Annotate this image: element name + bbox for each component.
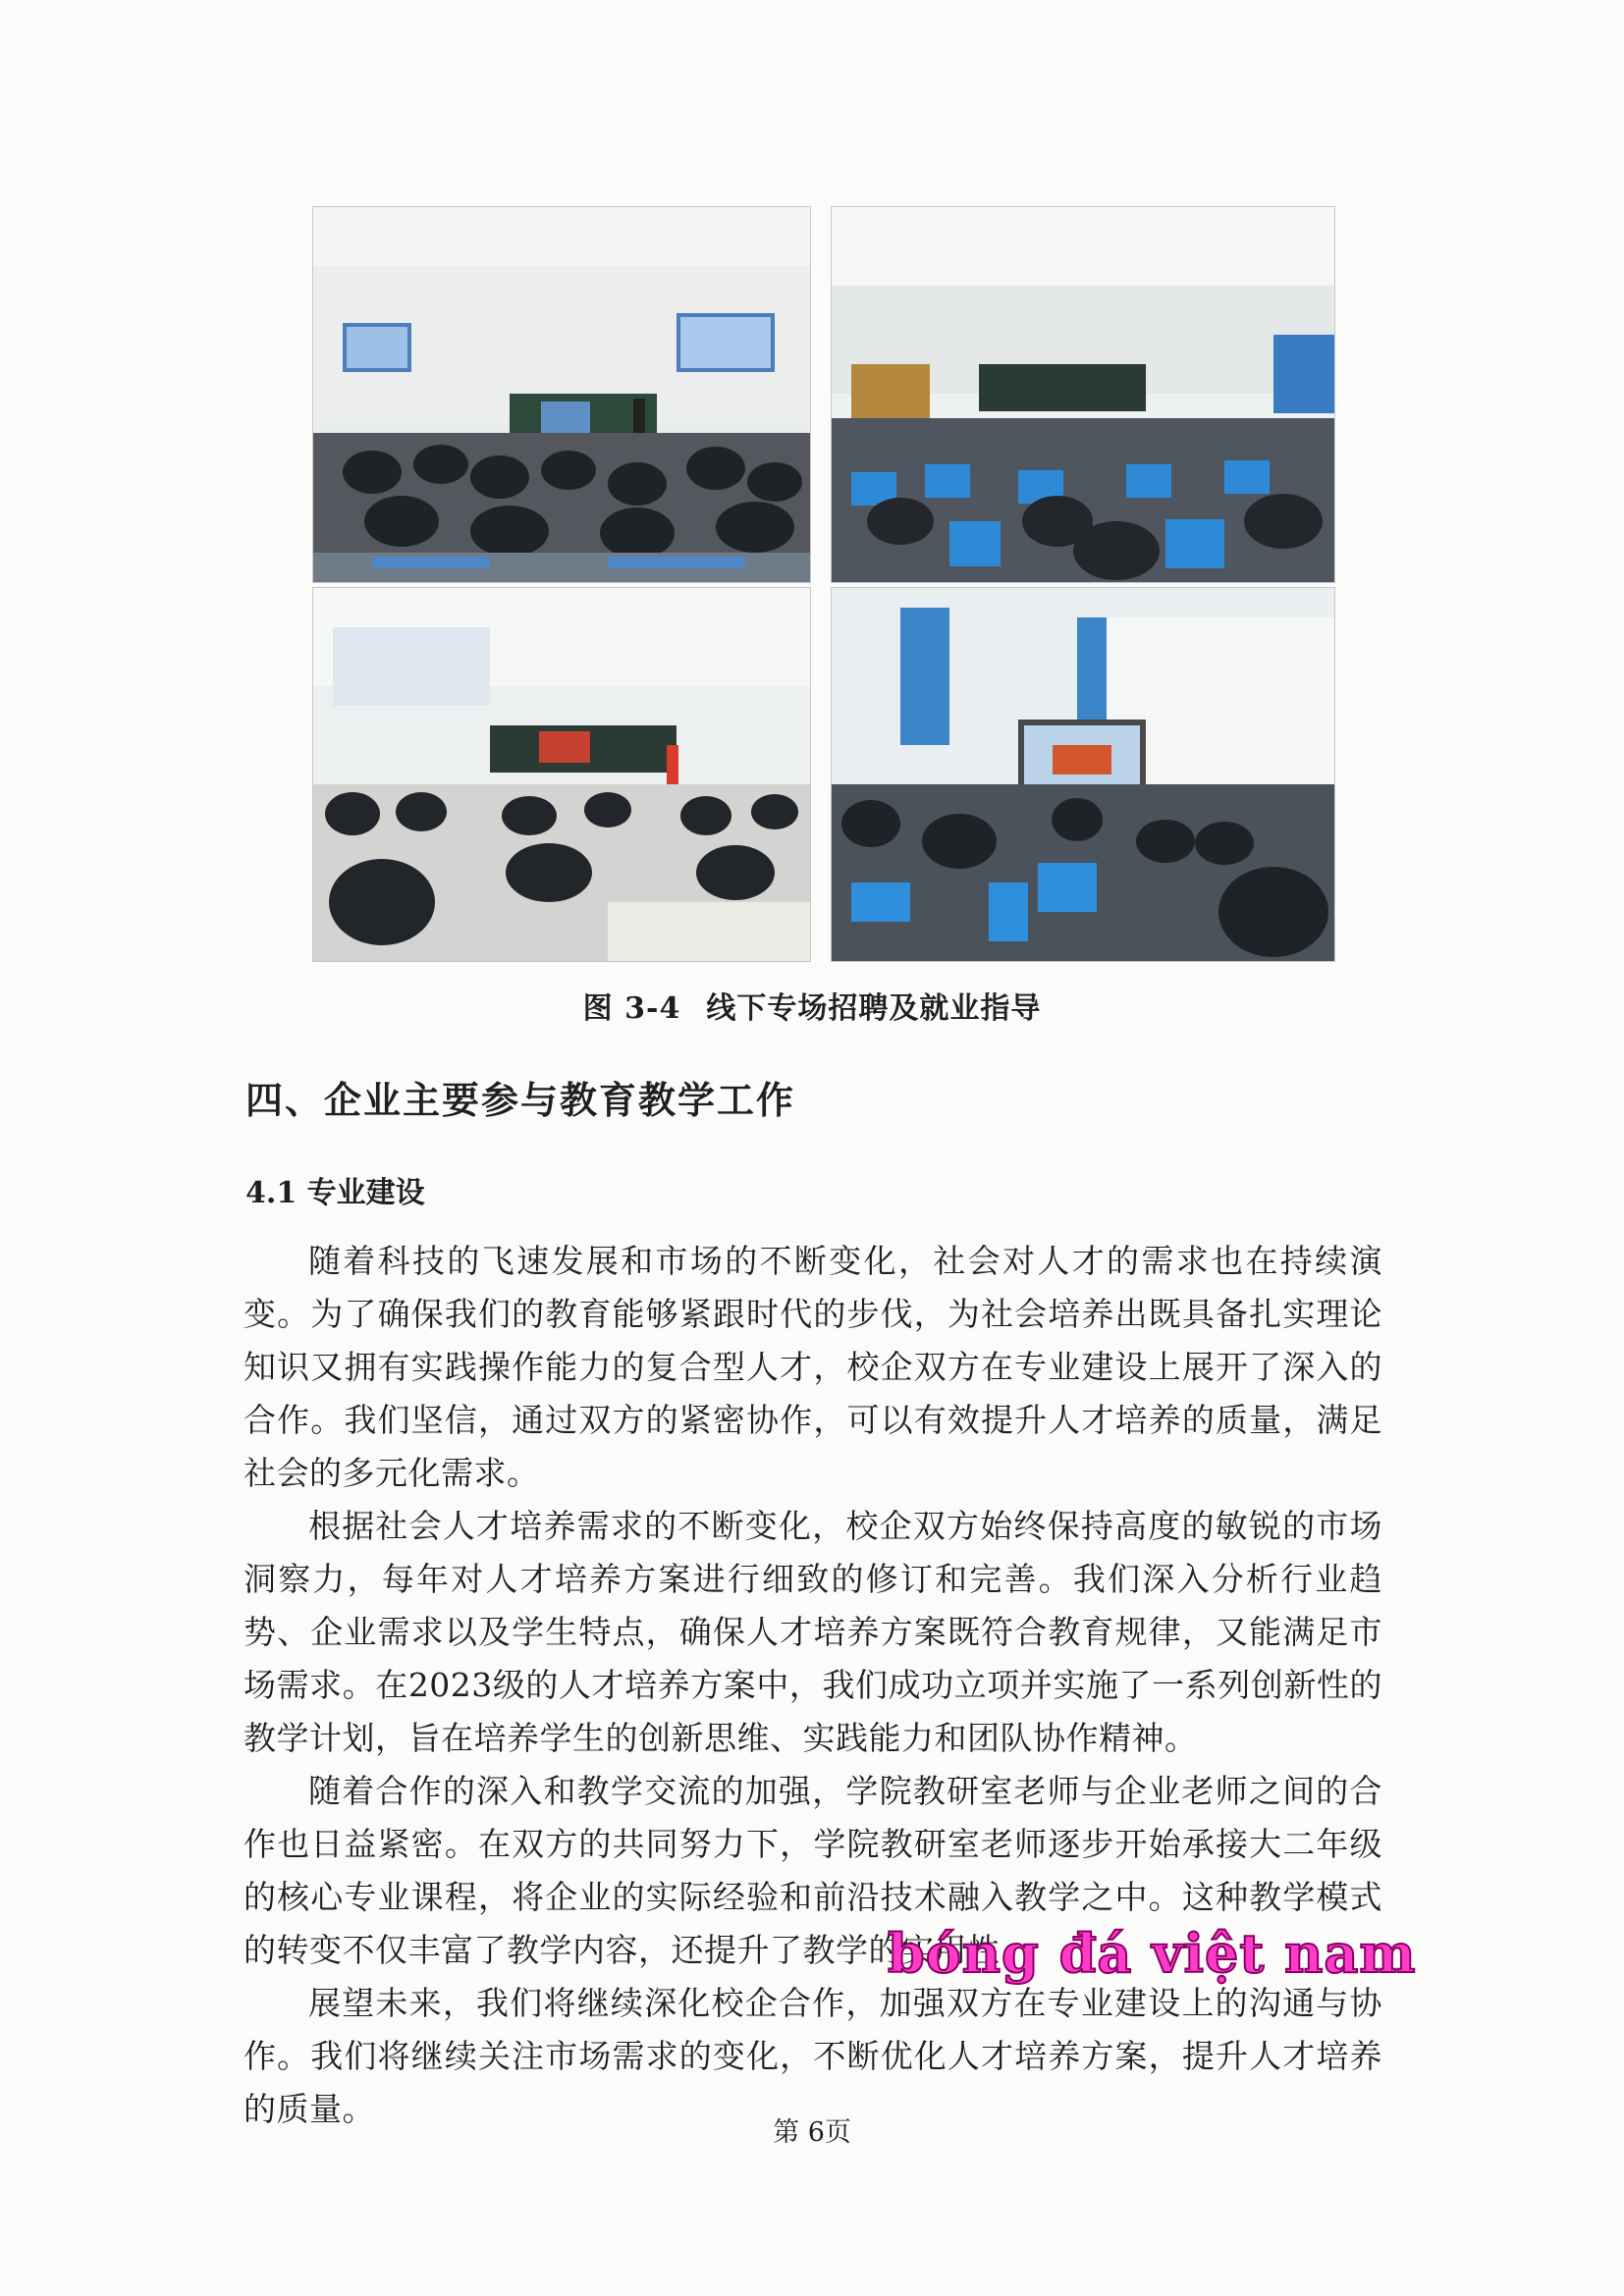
figure-caption (0, 984, 1624, 1027)
paragraph-1: 随着科技的飞速发展和市场的不断变化，社会对人才的需求也在持续演变。为了确保我们的教育能够紧跟时代的步伐，为社会培养出既具备扎实理论知识又拥有实践操作能力的复合型人才，校企双方在专业建设上展开了深入的合作。我们坚信，通过双方的紧密协作，可以有效提升人才培养的质量，满足社会的多元化需求。 (244, 1242, 1382, 1492)
paragraph-4: 展望未来，我们将继续深化校企合作，加强双方在专业建设上的沟通与协作。我们将继续关注市场需求的变化，不断优化人才培养方案，提升人才培养的质量。 (244, 1984, 1382, 2128)
photo-computer-classroom (831, 587, 1335, 962)
figure-photo-grid (312, 206, 1333, 962)
paragraph-3: 随着合作的深入和教学交流的加强，学院教研室老师与企业老师之间的合作也日益紧密。在双方的共同努力下，学院教研室老师逐步开始承接大二年级的核心专业课程，将企业的实际经验和前沿技术融入教学之中。这种教学模式的转变不仅丰富了教学内容，还提升了教学的实用性 (244, 1772, 1382, 1969)
photo-lecture-hall (312, 587, 811, 962)
paragraph-2: 根据社会人才培养需求的不断变化，校企双方始终保持高度的敏锐的市场洞察力，每年对人才培养方案进行细致的修订和完善。我们深入分析行业趋势、企业需求以及学生特点，确保人才培养方案既符合教育规律，又能满足市场需求。在2023级的人才培养方案中，我们成功立项并实施了一系列创新性的教学计划，旨在培养学生的创新思维、实践能力和团队协作精神。 (244, 1507, 1382, 1757)
body-text (244, 1235, 1382, 2136)
photo-computer-lab (831, 206, 1335, 583)
photo-classroom-lecture (312, 206, 811, 583)
figure-caption-text: 线下专场招聘及就业指导 (706, 991, 1042, 1026)
figure-caption-number: 图 3-4 (582, 991, 681, 1026)
subsection-heading: 4.1 专业建设 (245, 1176, 425, 1210)
section-heading: 四、企业主要参与教育教学工作 (245, 1078, 796, 1122)
page-number: 第 6页 (773, 2117, 851, 2148)
stamp-overlay-text: bóng đá việt nam (888, 1922, 1417, 1985)
